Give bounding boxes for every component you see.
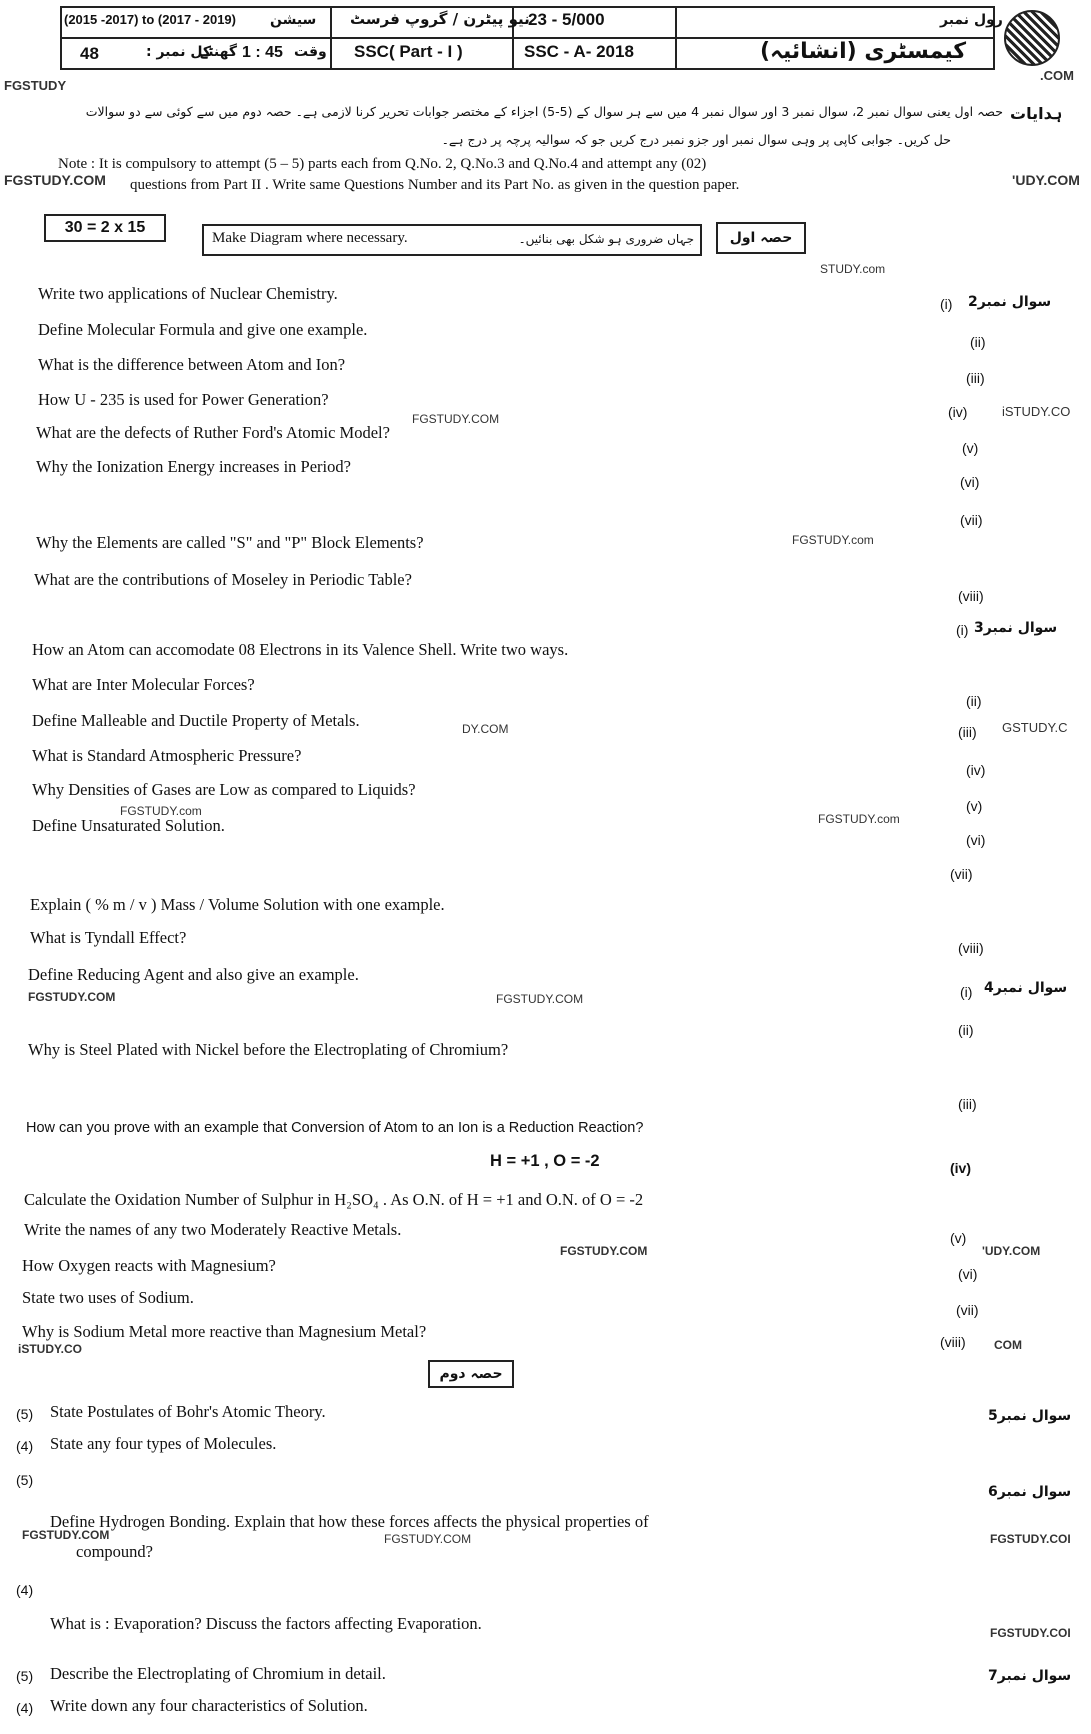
- q2-no-5: (v): [962, 440, 979, 456]
- q4-label: سوال نمبر4: [984, 980, 1068, 996]
- q4-no-3: (iii): [958, 1096, 977, 1112]
- q7-a-en: Describe the Electroplating of Chromium in detail.: [50, 1664, 386, 1683]
- q4-en-7: State two uses of Sodium.: [22, 1288, 194, 1307]
- q4-en-1: Define Reducing Agent and also give an example.: [28, 965, 359, 984]
- q3-label: سوال نمبر3: [974, 620, 1058, 636]
- q2-en-4: How U - 235 is used for Power Generation?: [38, 390, 329, 409]
- watermark-fgstudy-3: FGSTUDY.com: [792, 533, 874, 547]
- q5-a-en: State Postulates of Bohr's Atomic Theory.: [50, 1402, 326, 1421]
- q3-en-2: What are Inter Molecular Forces?: [32, 675, 255, 694]
- watermark-fgstudy-7: FGSTUDY.COM: [496, 992, 584, 1006]
- q6-a-en2: compound?: [76, 1542, 153, 1561]
- q3-no-5: (v): [966, 798, 983, 814]
- subject-title: کیمسٹری (انشائیہ): [760, 39, 967, 64]
- watermark-fgstudy-9: FGSTUDY.COM: [22, 1528, 110, 1542]
- watermark-dy-com: DY.COM: [462, 722, 509, 736]
- q4-en-6: How Oxygen reacts with Magnesium?: [22, 1256, 276, 1275]
- board-logo: [1004, 10, 1060, 66]
- q6-a-en1: Define Hydrogen Bonding. Explain that how these forces affects the physical properties of: [50, 1512, 649, 1531]
- q2-en-3: What is the difference between Atom and Ion?: [38, 355, 346, 374]
- q4-extra-4: H = +1 , O = -2: [490, 1152, 600, 1170]
- time-hours-label: گھنٹے: [200, 44, 238, 60]
- q5-a-marks: (5): [16, 1406, 34, 1422]
- q2-en-5: What are the defects of Ruther Ford's Atomic Model?: [36, 423, 390, 442]
- watermark-fgstudy-6: FGSTUDY.COM: [28, 990, 116, 1004]
- q7-b-marks: (4): [16, 1700, 34, 1716]
- q2-no-2: (ii): [970, 334, 986, 350]
- q3-en-3: Define Malleable and Ductile Property of Metals.: [32, 711, 360, 730]
- q3-en-4: What is Standard Atmospheric Pressure?: [32, 746, 302, 765]
- q5-b-en: State any four types of Molecules.: [50, 1434, 277, 1453]
- q2-label: سوال نمبر2: [968, 294, 1052, 310]
- q2-no-4: (iv): [948, 404, 968, 420]
- total-marks: 48: [80, 44, 99, 63]
- watermark-fgstudy-4: FGSTUDY.com: [120, 804, 202, 818]
- time-label: وقت: [294, 44, 327, 60]
- q7-b-en: Write down any four characteristics of Solution.: [50, 1696, 368, 1715]
- q4-en-4: Calculate the Oxidation Number of Sulphur in H₂SO₄ . As O.N. of H = +1 and O.N. of O = -2: [24, 1190, 644, 1209]
- q7-label: سوال نمبر7: [988, 1668, 1072, 1684]
- roll-no-label: رول نمبر: [940, 12, 1003, 28]
- q2-en-6: Why the Ionization Energy increases in Period?: [36, 457, 351, 476]
- q6-label: سوال نمبر6: [988, 1484, 1072, 1500]
- q2-en-2: Define Molecular Formula and give one example.: [38, 320, 368, 339]
- watermark-istudy-2: iSTUDY.CO: [18, 1342, 83, 1356]
- diagram-ur: جہاں ضروری ہو شکل بھی بنائیں۔: [518, 232, 694, 246]
- q3-no-2: (ii): [966, 693, 982, 709]
- q4-en-2: Why is Steel Plated with Nickel before the Electroplating of Chromium?: [28, 1040, 509, 1059]
- note-line1: Note : It is compulsory to attempt (5 – 5) parts each from Q.No. 2, Q.No.3 and Q.No.4 and attempt any (02): [58, 156, 707, 172]
- q3-en-6: Define Unsaturated Solution.: [32, 816, 225, 835]
- q4-en-8: Why is Sodium Metal more reactive than Magnesium Metal?: [22, 1322, 427, 1341]
- note-line2: questions from Part II . Write same Questions Number and its Part No. as given in the question paper.: [130, 177, 740, 193]
- q4-no-1: (i): [960, 984, 973, 1000]
- q3-no-3: (iii): [958, 724, 977, 740]
- q2-no-6: (vi): [960, 474, 980, 490]
- time-value: 1 : 45: [242, 44, 283, 61]
- part1-label: حصہ اول: [716, 222, 806, 254]
- q2-no-8: (viii): [958, 588, 984, 604]
- header-grid: [60, 6, 1003, 70]
- ssc-part: SSC( Part - I ): [354, 42, 463, 61]
- pattern-label: نیو پیٹرن / گروپ فرسٹ: [350, 10, 530, 28]
- q4-en-3: How can you prove with an example that Conversion of Atom to an Ion is a Reduction Reaction?: [26, 1120, 644, 1136]
- watermark-com: COM: [994, 1338, 1022, 1352]
- q3-en-7: Explain ( % m / v ) Mass / Volume Solution with one example.: [30, 895, 445, 914]
- q5-label: سوال نمبر5: [988, 1408, 1072, 1424]
- q6-b-en: What is : Evaporation? Discuss the factors affecting Evaporation.: [50, 1614, 482, 1633]
- q4-en-5: Write the names of any two Moderately Reactive Metals.: [24, 1220, 402, 1239]
- session-label: سیشن: [270, 12, 317, 28]
- brand-left: FGSTUDY: [4, 78, 67, 93]
- q4-no-4: (iv): [950, 1160, 971, 1176]
- watermark-fgstudy-8: FGSTUDY.COM: [560, 1244, 648, 1258]
- paper-code: 23 - 5/000: [528, 10, 605, 29]
- watermark-fgstudy-5: FGSTUDY.com: [818, 812, 900, 826]
- marks-box: 30 = 2 x 15: [44, 214, 166, 242]
- q6-b-marks: (4): [16, 1582, 34, 1598]
- q3-no-1: (i): [956, 622, 969, 638]
- watermark-gstudy-c: GSTUDY.C: [1002, 720, 1068, 735]
- instructions-line1: حصہ اول یعنی سوال نمبر 2، سوال نمبر 3 اور سوال نمبر 4 میں سے ہر سوال کے (5-5) اجزاء کے مختصر جوابات تحریر کرنا لازمی ہے۔ حصہ دوم میں سے کوئی سے دو سوالات: [85, 104, 1003, 119]
- watermark-udy-right-2: 'UDY.COM: [982, 1244, 1041, 1258]
- part2-label: حصہ دوم: [428, 1360, 514, 1388]
- q4-no-2: (ii): [958, 1022, 974, 1038]
- q3-no-4: (iv): [966, 762, 986, 778]
- diagram-en: Make Diagram where necessary.: [212, 230, 408, 246]
- q6-a-marks: (5): [16, 1472, 34, 1488]
- ssc-year: SSC - A- 2018: [524, 42, 634, 61]
- q2-no-7: (vii): [960, 512, 983, 528]
- q5-b-marks: (4): [16, 1438, 34, 1454]
- instructions-heading: ہدایات: [1010, 104, 1063, 123]
- q2-en-8: What are the contributions of Moseley in Periodic Table?: [34, 570, 412, 589]
- watermark-fgstudy-10: FGSTUDY.COM: [384, 1532, 472, 1546]
- q2-en-1: Write two applications of Nuclear Chemistry.: [38, 284, 338, 303]
- q4-no-6: (vi): [958, 1266, 978, 1282]
- watermark-istudy-1: iSTUDY.CO: [1002, 404, 1071, 419]
- q3-en-8: What is Tyndall Effect?: [30, 928, 187, 947]
- brand-com: .COM: [1040, 68, 1074, 83]
- watermark-udy-right: 'UDY.COM: [1012, 172, 1080, 188]
- watermark-fgstudy-11: FGSTUDY.COI: [990, 1532, 1071, 1546]
- q4-no-5: (v): [950, 1230, 967, 1246]
- q4-no-7: (vii): [956, 1302, 979, 1318]
- q4-no-8: (viii): [940, 1334, 966, 1350]
- q3-no-6: (vi): [966, 832, 986, 848]
- q3-no-8: (viii): [958, 940, 984, 956]
- instructions-line2: حل کریں۔ جوابی کاپی پر وہی سوال نمبر اور جزو نمبر درج کریں جو کہ سوالیہ پرچہ پر درج ہے۔: [441, 132, 951, 147]
- total-marks-label: کل نمبر :: [146, 44, 212, 60]
- q2-no-3: (iii): [966, 370, 985, 386]
- q3-en-5: Why Densities of Gases are Low as compared to Liquids?: [32, 780, 416, 799]
- q3-no-7: (vii): [950, 866, 973, 882]
- watermark-fgstudy-2: FGSTUDY.COM: [412, 412, 500, 426]
- watermark-fgstudy-12: FGSTUDY.COI: [990, 1626, 1071, 1640]
- q2-no-1: (i): [940, 296, 953, 312]
- watermark-study-com: STUDY.com: [820, 262, 886, 276]
- diagram-box: [202, 224, 702, 256]
- watermark-fgstudy-1: FGSTUDY.COM: [4, 172, 106, 188]
- q2-en-7: Why the Elements are called "S" and "P" Block Elements?: [36, 533, 424, 552]
- session-range: (2015 -2017) to (2017 - 2019): [64, 12, 236, 27]
- q7-a-marks: (5): [16, 1668, 34, 1684]
- q3-en-1: How an Atom can accomodate 08 Electrons in its Valence Shell. Write two ways.: [32, 640, 569, 659]
